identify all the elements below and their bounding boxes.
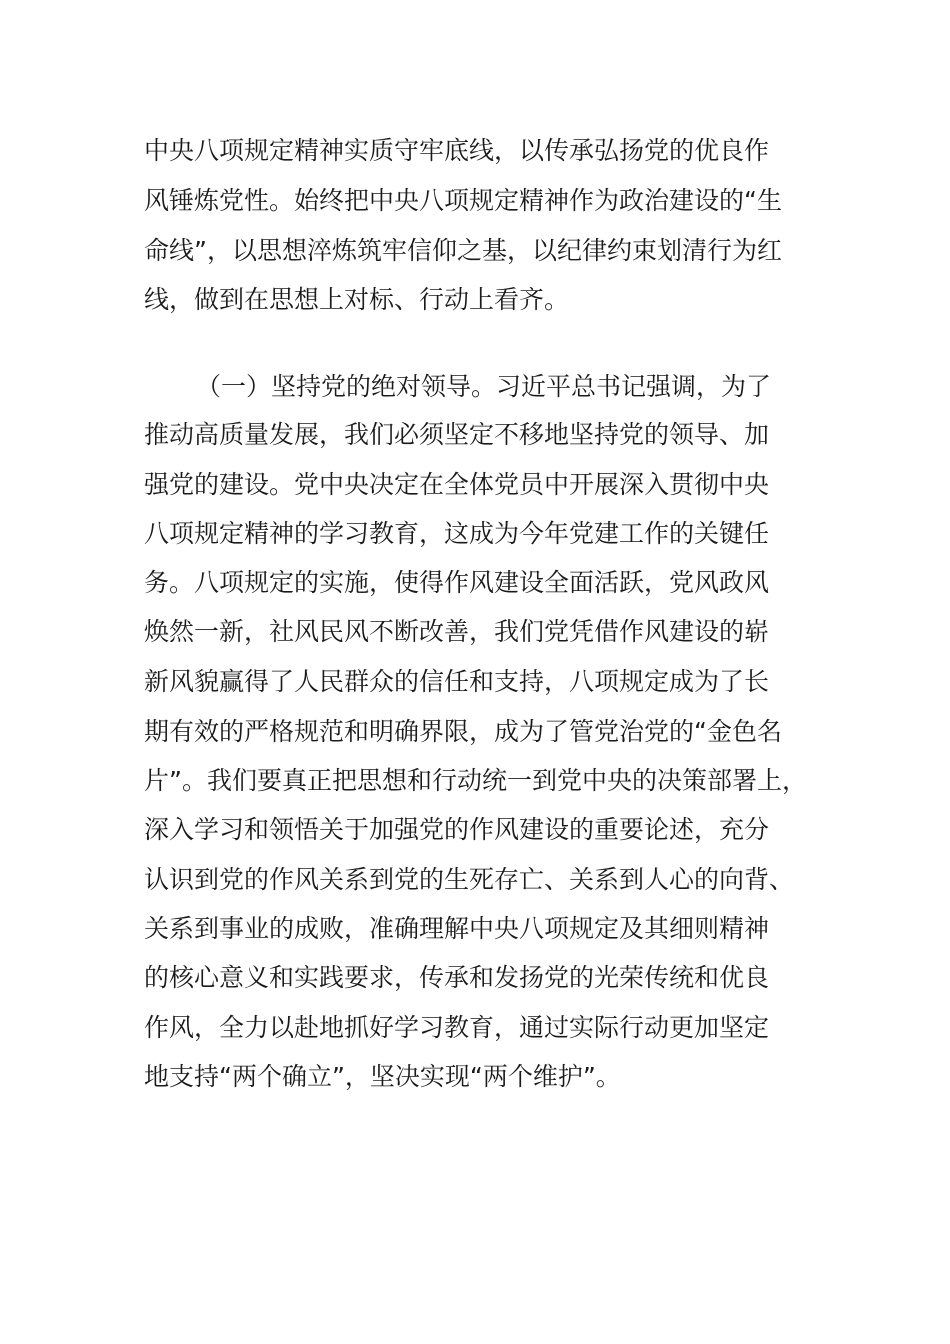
paragraph-line: 焕然一新，社风民风不断改善，我们党凭借作风建设的崭 (144, 617, 770, 646)
paragraph-line: 线，做到在思想上对标、行动上看齐。 (144, 285, 570, 314)
paragraph-line: 期有效的严格规范和明确界限，成为了管党治党的“金色名 (144, 717, 782, 746)
paragraph-line: 务。八项规定的实施，使得作风建设全面活跃，党风政风 (144, 568, 770, 597)
paragraph-line: 关系到事业的成败，准确理解中央八项规定及其细则精神 (144, 914, 770, 943)
paragraph-line: 片”。我们要真正把思想和行动统一到党中央的决策部署上， (144, 766, 807, 795)
section-heading-line: （一）坚持党的绝对领导。习近平总书记强调，为了 (196, 372, 772, 401)
paragraph-line: 命线”，以思想淬炼筑牢信仰之基，以纪律约束划清行为红 (144, 236, 782, 265)
paragraph-line: 强党的建设。党中央决定在全体党员中开展深入贯彻中央 (144, 470, 770, 499)
paragraph-line: 风锤炼党性。始终把中央八项规定精神作为政治建设的“生 (144, 186, 782, 215)
paragraph-line: 认识到党的作风关系到党的生死存亡、关系到人心的向背、 (144, 865, 795, 894)
paragraph-line: 地支持“两个确立”，坚决实现“两个维护”。 (144, 1062, 621, 1091)
paragraph-line: 作风，全力以赴地抓好学习教育，通过实际行动更加坚定 (144, 1013, 770, 1042)
paragraph-line: 中央八项规定精神实质守牢底线，以传承弘扬党的优良作 (144, 136, 770, 165)
paragraph-line: 推动高质量发展，我们必须坚定不移地坚持党的领导、加 (144, 420, 770, 449)
paragraph-line: 新风貌赢得了人民群众的信任和支持，八项规定成为了长 (144, 667, 770, 696)
paragraph-line: 八项规定精神的学习教育，这成为今年党建工作的关键任 (144, 519, 770, 548)
paragraph-line: 深入学习和领悟关于加强党的作风建设的重要论述，充分 (144, 815, 770, 844)
paragraph-line: 的核心意义和实践要求，传承和发扬党的光荣传统和优良 (144, 963, 770, 992)
